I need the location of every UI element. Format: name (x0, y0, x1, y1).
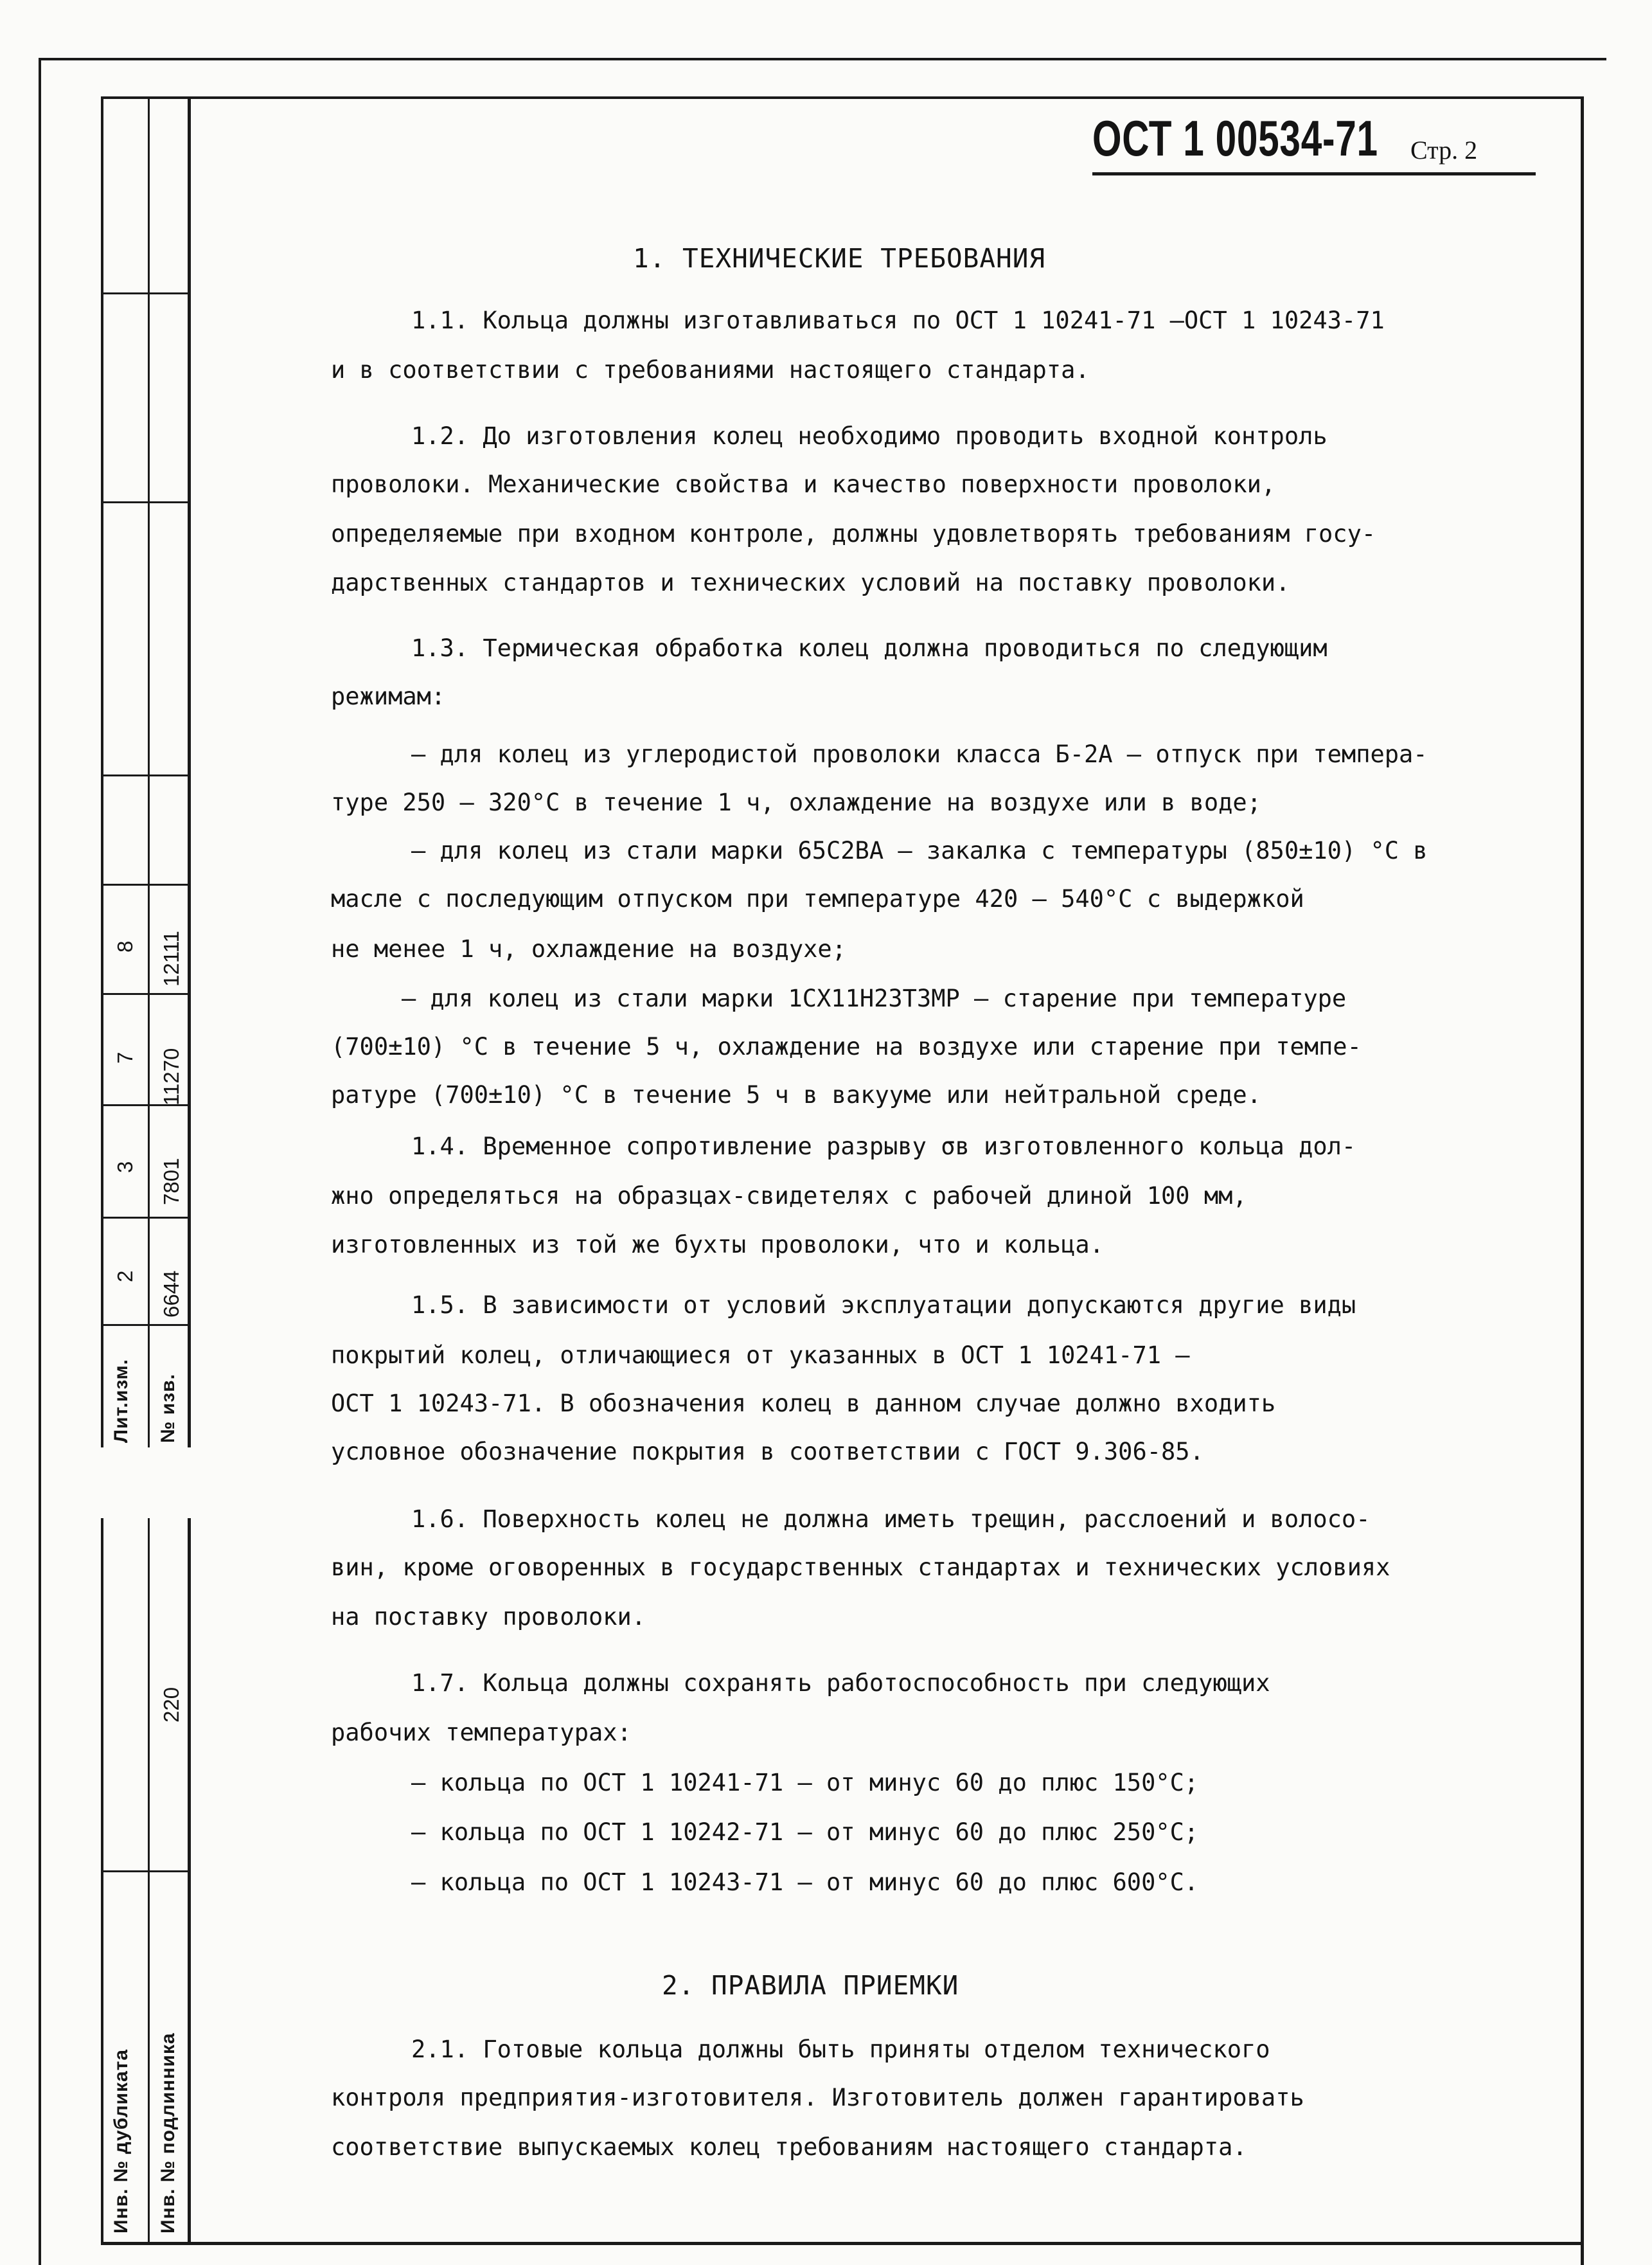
text-line: дарственных стандартов и технических условий на поставку проволоки. (331, 569, 1290, 596)
change-lit-4: 8 (113, 940, 137, 953)
margin-row-line (101, 884, 191, 886)
text-line: 1.2. До изготовления колец необходимо проводить входной контроль (411, 422, 1328, 450)
margin-strip-divider-bottom (148, 1518, 150, 2244)
frame-right (1581, 96, 1584, 2265)
text-line: – для колец из стали марки 65С2ВА – закалка с температуры (850±10) °С в (411, 837, 1428, 864)
text-line: ратуре (700±10) °С в течение 5 ч в вакууме или нейтральной среде. (331, 1081, 1261, 1109)
margin-strip-gap (96, 1447, 196, 1518)
inv-podl-label: Инв. № подлинника (157, 2032, 179, 2234)
change-lit-2: 3 (113, 1161, 137, 1173)
text-line: изготовленных из той же бухты проволоки, что и кольца. (331, 1231, 1104, 1258)
frame-top (101, 96, 1583, 99)
margin-row-line (101, 993, 191, 995)
inv-podl-value: 220 (159, 1687, 183, 1723)
text-line: 1.7. Кольца должны сохранять работоспособность при следующих (411, 1669, 1270, 1697)
text-line: 1.3. Термическая обработка колец должна проводиться по следующим (411, 634, 1328, 662)
text-line: – кольца по ОСТ 1 10242-71 – от минус 60 до плюс 250°С; (411, 1818, 1199, 1846)
text-line: жно определяться на образцах-свидетелях с рабочей длиной 100 мм, (331, 1182, 1247, 1210)
change-izv-1: 6644 (159, 1270, 183, 1318)
outer-frame-left (39, 58, 41, 2265)
outer-frame-top (39, 58, 1606, 60)
text-line: 1.6. Поверхность колец не должна иметь трещин, расслоений и волосо- (411, 1505, 1371, 1533)
text-line: – для колец из стали марки 1СХ11Н23Т3МР – старение при температуре (402, 985, 1347, 1012)
text-line: покрытий колец, отличающиеся от указанных в ОСТ 1 10241-71 – (331, 1341, 1190, 1369)
text-line: проволоки. Механические свойства и качество поверхности проволоки, (331, 470, 1276, 498)
text-line: режимам: (331, 683, 446, 710)
change-lit-1: 2 (113, 1270, 137, 1282)
text-line: определяемые при входном контроле, должны удовлетворять требованиям госу- (331, 520, 1376, 548)
margin-row-line (101, 292, 191, 294)
text-line: не менее 1 ч, охлаждение на воздухе; (331, 935, 846, 963)
margin-row-line (101, 1324, 191, 1326)
margin-row-line (101, 501, 191, 503)
text-line: 1.5. В зависимости от условий эксплуатации допускаются другие виды (411, 1291, 1356, 1319)
text-line: 1.1. Кольца должны изготавливаться по ОСТ 1 10241-71 –ОСТ 1 10243-71 (411, 307, 1385, 334)
text-line: и в соответствии с требованиями настоящего стандарта. (331, 356, 1090, 384)
text-line: ОСТ 1 10243-71. В обозначения колец в данном случае должно входить (331, 1390, 1276, 1417)
text-line: туре 250 – 320°С в течение 1 ч, охлаждение на воздухе или в воде; (331, 789, 1261, 816)
text-line: 1.4. Временное сопротивление разрыву σв изготовленного кольца дол- (411, 1132, 1356, 1160)
inv-dubl-label: Инв. № дубликата (111, 2048, 132, 2234)
section2-heading: 2. ПРАВИЛА ПРИЕМКИ (662, 1970, 959, 2001)
change-izv-3: 11270 (159, 1048, 183, 1106)
margin-row-line (101, 774, 191, 776)
text-line: рабочих температурах: (331, 1719, 632, 1746)
change-izv-2: 7801 (159, 1158, 183, 1205)
frame-bottom (101, 2242, 1584, 2245)
change-lit-3: 7 (113, 1052, 137, 1064)
text-line: масле с последующим отпуском при температуре 420 – 540°С с выдержкой (331, 885, 1304, 913)
text-line: – кольца по ОСТ 1 10241-71 – от минус 60 до плюс 150°С; (411, 1769, 1199, 1796)
text-line: условное обозначение покрытия в соответствии с ГОСТ 9.306-85. (331, 1438, 1204, 1465)
text-line: – для колец из углеродистой проволоки класса Б-2А – отпуск при темпера- (411, 740, 1428, 768)
change-izv-4: 12111 (159, 931, 183, 987)
margin-row-line (101, 1217, 191, 1219)
no-izv-label: № изв. (157, 1374, 179, 1443)
text-line: соответствие выпускаемых колец требованиям настоящего стандарта. (331, 2133, 1247, 2161)
margin-strip-divider-top (148, 96, 150, 1447)
text-line: контроля предприятия-изготовителя. Изготовитель должен гарантировать (331, 2084, 1304, 2111)
lit-izm-label: Лит.изм. (111, 1358, 132, 1443)
margin-row-line (101, 1870, 191, 1872)
document-code: ОСТ 1 00534-71 (1092, 110, 1378, 166)
section1-heading: 1. ТЕХНИЧЕСКИЕ ТРЕБОВАНИЯ (633, 243, 1046, 274)
page-label: Стр. 2 (1410, 136, 1478, 165)
text-line: вин, кроме оговоренных в государственных стандартах и технических условиях (331, 1553, 1390, 1581)
text-line: (700±10) °С в течение 5 ч, охлаждение на воздухе или старение при темпе- (331, 1033, 1362, 1061)
text-line: 2.1. Готовые кольца должны быть приняты отделом технического (411, 2036, 1270, 2063)
text-line: на поставку проволоки. (331, 1603, 646, 1631)
header-rule (1092, 172, 1536, 175)
text-line: – кольца по ОСТ 1 10243-71 – от минус 60 до плюс 600°С. (411, 1868, 1199, 1896)
